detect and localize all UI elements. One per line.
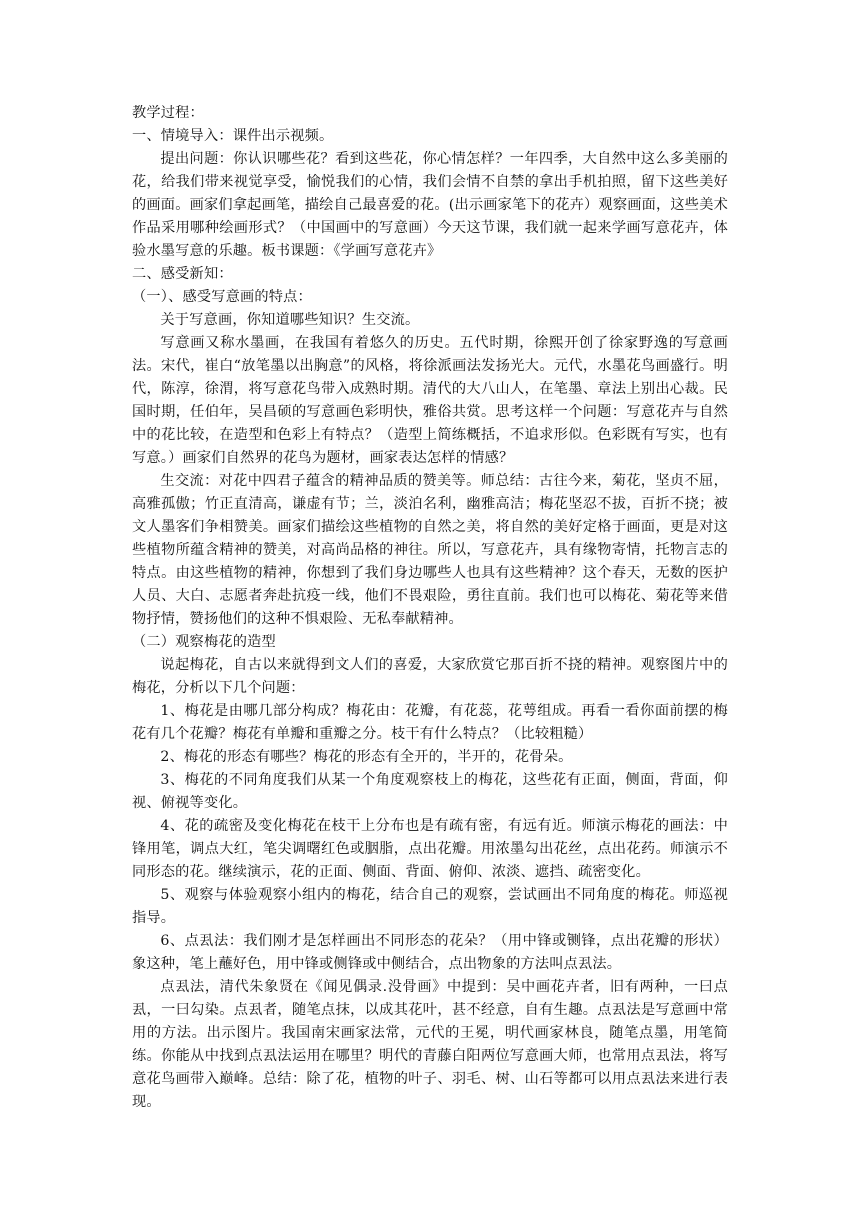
paragraph-question: 关于写意画，你知道哪些知识？生交流。 (160, 312, 420, 328)
list-item-3: 3、梅花的不同角度我们从某一个角度观察枝上的梅花，这些花有正面，侧面，背面，仰视、俯视等变化。 (132, 772, 728, 811)
paragraph-intro: 提出问题：你认识哪些花？看到这些花，你心情怎样？一年四季，大自然中这么多美丽的花，给我们带来视觉享受，愉悦我们的心情，我们会情不自禁的拿出手机拍照，留下这些美好的画面。画家们拿起画笔，描绘自己最喜爱的花。(出示画家笔下的花卉）观察画面，这些美术作品采用哪种绘画形式？（中国画中的写意画）今天这节课，我们就一起来学画写意花卉，体验水墨写意的乐趣。板书课题：《学画写意花卉》 (132, 151, 728, 259)
paragraph-discussion: 生交流：对花中四君子蕴含的精神品质的赞美等。师总结：古往今来，菊花，坚贞不屈，高雅孤傲；竹正直清高，谦虚有节；兰，淡泊名利，幽雅高洁；梅花坚忍不拔，百折不挠；被文人墨客们争相赞美。画家们描绘这些植物的自然之美，将自然的美好定格于画面，更是对这些植物所蕴含精神的赞美，对高尚品格的神往。所以，写意花卉，具有缘物寄情，托物言志的特点。由这些植物的精神，你想到了我们身边哪些人也具有这些精神？这个春天，无数的医护人员、大白、志愿者奔赴抗疫一线，他们不畏艰险，勇往直前。我们也可以梅花、菊花等来借物抒情，赞扬他们的这种不惧艰险、无私奉献精神。 (132, 473, 728, 627)
document-body (132, 102, 728, 1114)
list-item-4: 4、花的疏密及变化梅花在枝干上分布也是有疏有密，有远有近。师演示梅花的画法：中锋用笔，调点大红，笔尖调曙红色或胭脂，点出花瓣。用浓墨勾出花丝，点出花药。师演示不同形态的花。继续演示，花的正面、侧面、背面、俯仰、浓淡、遮挡、疏密变化。 (132, 818, 728, 880)
subsection-heading-1: （一）、感受写意画的特点： (132, 289, 312, 305)
paragraph-diandu: 点厾法，清代朱象贤在《闻见偶录.没骨画》中提到：吴中画花卉者，旧有两种，一曰点厾，一曰勾染。点厾者，随笔点抹，以成其花叶，甚不经意，自有生趣。点厾法是写意画中常用的方法。出示图片。我国南宋画家法常，元代的王冕，明代画家林良，随笔点墨，用笔简练。你能从中找到点厾法运用在哪里？明代的青藤白阳两位写意画大师，也常用点厾法，将写意花鸟画带入巅峰。总结：除了花，植物的叶子、羽毛、树、山石等都可以用点厾法来进行表现。 (132, 979, 728, 1110)
list-item-5: 5、观察与体验观察小组内的梅花，结合自己的观察，尝试画出不同角度的梅花。师巡视指导。 (132, 887, 728, 926)
subsection-heading-2: （二）观察梅花的造型 (132, 634, 276, 650)
section-heading-2: 二、感受新知： (132, 266, 233, 282)
list-item-2: 2、梅花的形态有哪些？梅花的形态有全开的，半开的，花骨朵。 (160, 749, 573, 765)
document-title: 教学过程： (132, 105, 204, 121)
paragraph-history: 写意画又称水墨画，在我国有着悠久的历史。五代时期，徐熙开创了徐家野逸的写意画法。宋代，崔白“放笔墨以出胸意”的风格，将徐派画法发扬光大。元代，水墨花鸟画盛行。明代，陈淳，徐渭，将写意花鸟带入成熟时期。清代的大八山人，在笔墨、章法上别出心裁。民国时期，任伯年，吴昌硕的写意画色彩明快，雅俗共赏。思考这样一个问题：写意花卉与自然中的花比较，在造型和色彩上有特点？（造型上简练概括，不追求形似。色彩既有写实，也有写意。）画家们自然界的花鸟为题材，画家表达怎样的情感？ (132, 335, 728, 466)
section-heading-1: 一、情境导入：课件出示视频。 (132, 128, 334, 144)
list-item-6: 6、点厾法：我们刚才是怎样画出不同形态的花朵？（用中锋或铡锋，点出花瓣的形状）象这种，笔上蘸好色，用中锋或侧锋或中侧结合，点出物象的方法叫点厾法。 (132, 933, 728, 972)
list-item-1: 1、梅花是由哪几部分构成？梅花由：花瓣，有花蕊，花萼组成。再看一看你面前摆的梅花有几个花瓣？梅花有单瓣和重瓣之分。枝干有什么特点？（比较粗糙） (132, 703, 728, 742)
paragraph-plum-intro: 说起梅花，自古以来就得到文人们的喜爱，大家欣赏它那百折不挠的精神。观察图片中的梅花，分析以下几个问题： (132, 657, 728, 696)
